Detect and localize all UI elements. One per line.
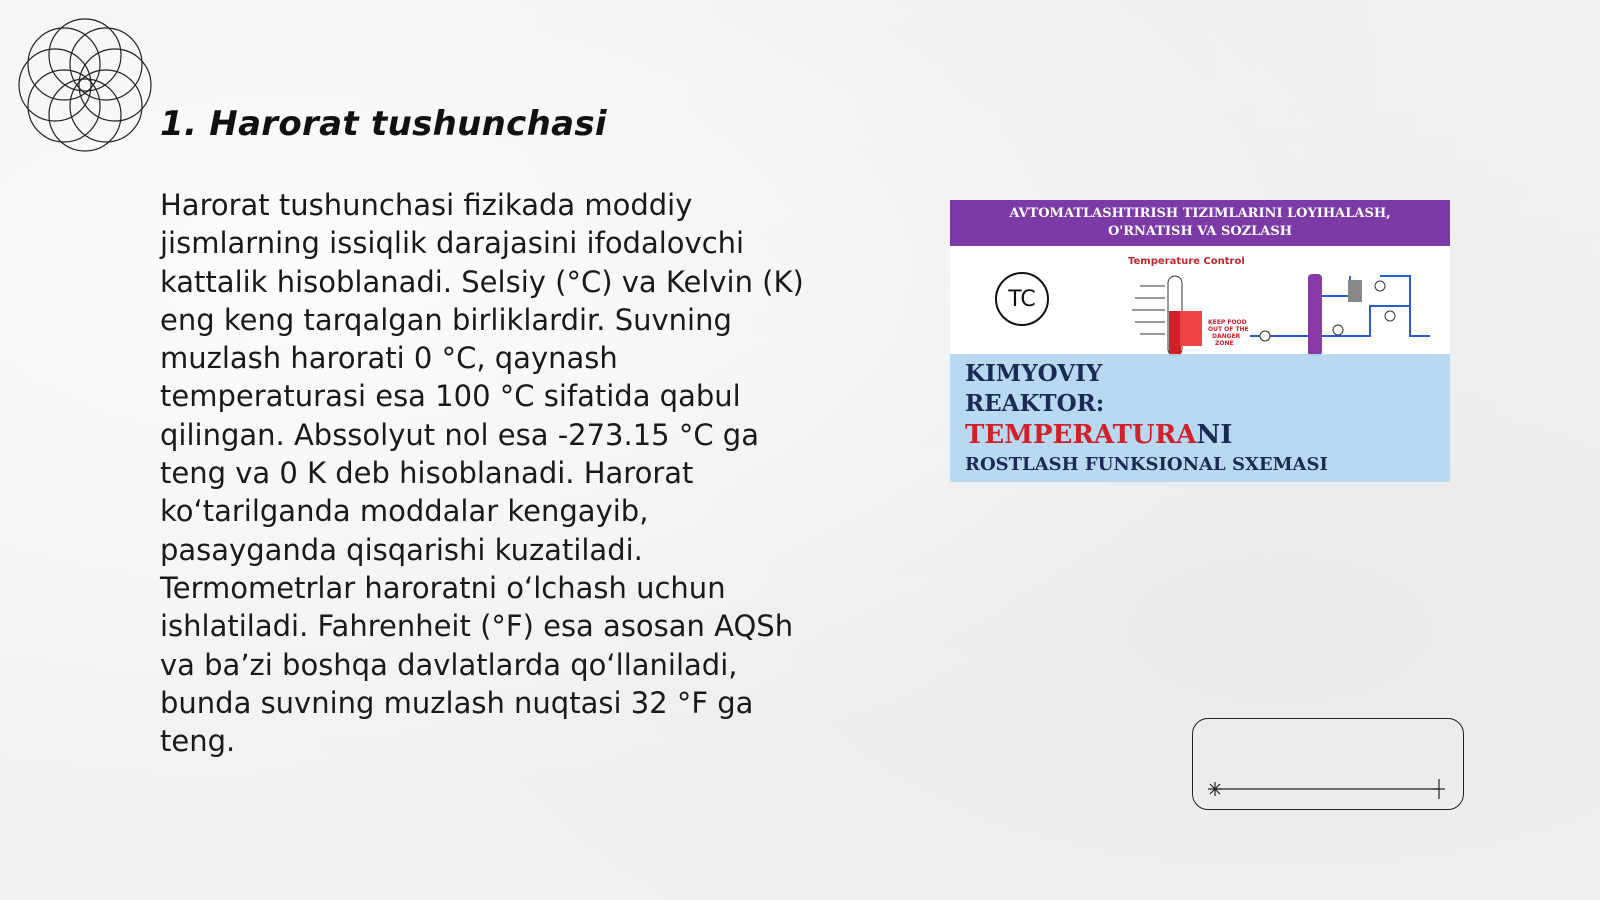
svg-text:KEEP FOOD: KEEP FOOD <box>1208 319 1247 326</box>
figure-caption-suffix: NI <box>1196 420 1233 450</box>
rosette-icon <box>10 10 160 160</box>
figure-caption-line-2: REAKTOR: <box>965 390 1105 417</box>
sun-icon <box>1208 782 1222 796</box>
tc-symbol: TC <box>995 272 1049 326</box>
slide-title: 1. Harorat tushunchasi <box>160 104 607 144</box>
figure-caption-line-4: ROSTLASH FUNKSIONAL SXEMASI <box>965 454 1328 475</box>
svg-text:ZONE: ZONE <box>1215 340 1234 347</box>
figure-banner-line-1: AVTOMATLASHTIRISH TIZIMLARINI LOYIHALASH, <box>1009 206 1391 221</box>
figure-caption-line-3 <box>965 420 1232 450</box>
figure-caption-line-1: KIMYOVIY <box>965 360 1103 387</box>
figure-banner <box>950 200 1450 246</box>
svg-text:OUT OF THE: OUT OF THE <box>1208 326 1249 333</box>
decorative-slider-box <box>1192 718 1464 810</box>
figure-caption-highlight: TEMPERATURA <box>965 420 1197 450</box>
cross-icon <box>1433 779 1445 799</box>
slide-body-text: Harorat tushunchasi fizikada moddiy jismlarning issiqlik darajasini ifodalovchi kattalik hisoblanadi. Selsiy (°C) va Kelvin (K) eng keng tarqalgan birliklardir. Suvning muzlash harorati 0 °C, qaynash temperaturasi esa 100 °C sifatida qabul qilingan. Abssolyut nol esa -273.15 °C ga teng va 0 K deb hisoblanadi. Harorat ko‘tarilganda moddalar kengayib, pasayganda qisqarishi kuzatiladi. Termometrlar haroratni o‘lchash uchun ishlatiladi. Fahrenheit (°F) esa asosan AQSh va ba’zi boshqa davlatlarda qo‘llaniladi, bunda suvning muzlash nuqtasi 32 °F ga teng. <box>160 188 804 759</box>
figure-banner-line-2: O'RNATISH VA SOZLASH <box>1107 224 1293 239</box>
svg-text:DANGER: DANGER <box>1212 333 1241 340</box>
slider-track <box>1193 719 1465 811</box>
diagram-label: Temperature Control <box>1128 256 1245 267</box>
reactor-diagram-image <box>950 200 1450 482</box>
